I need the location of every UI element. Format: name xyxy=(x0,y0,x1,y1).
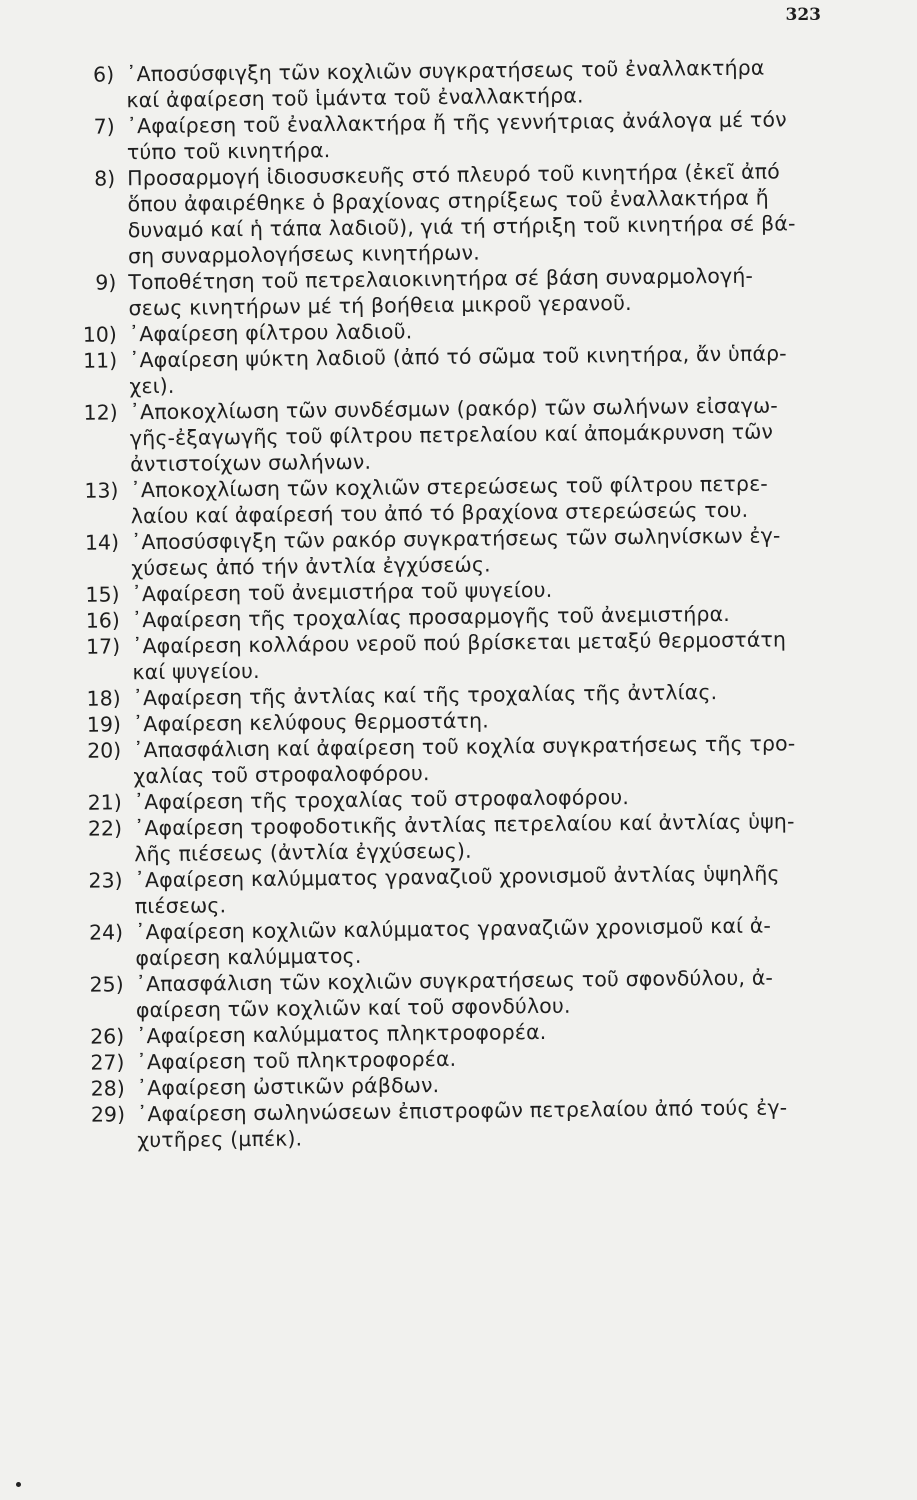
step-number: 21) xyxy=(87,790,122,815)
step-text-line: ᾽Αφαίρεση καλύμματος πληκτροφορέα. xyxy=(136,1019,547,1049)
step-number: 10) xyxy=(82,322,117,347)
step-text-line: ᾽Αφαίρεση τῆς τροχαλίας τοῦ στροφαλοφόρου. xyxy=(133,785,630,815)
procedure-step xyxy=(56,262,857,322)
step-text-line: ᾽Αφαίρεση κοχλιῶν καλύμματος γραναζιῶν χρονισμοῦ καί ἀ- xyxy=(134,913,772,945)
step-number: 23) xyxy=(88,868,123,893)
step-text-line: Προσαρμογή ἰδιοσυσκευῆς στό πλευρό τοῦ κινητήρα (ἐκεῖ ἀπό xyxy=(127,159,781,191)
step-number: 9) xyxy=(95,270,117,295)
step-number: 15) xyxy=(85,582,120,607)
step-text-line: καί ψυγείου. xyxy=(132,658,260,685)
page-number: 323 xyxy=(785,5,821,25)
step-text-line: πιέσεως. xyxy=(134,893,227,919)
step-text-line: ᾽Αφαίρεση σωληνώσεων ἐπιστροφῶν πετρελαίου ἀπό τούς ἐγ- xyxy=(136,1095,788,1127)
procedure-step xyxy=(60,626,861,686)
step-text-line: ση συναρμολογήσεως κινητήρων. xyxy=(127,240,480,269)
step-text-line: ᾽Απασφάλιση τῶν κοχλιῶν συγκρατήσεως τοῦ σφονδύλου, ἀ- xyxy=(135,965,774,997)
procedure-step xyxy=(58,392,859,478)
step-text xyxy=(134,860,863,920)
step-number: 18) xyxy=(86,686,121,711)
step-text-line: ᾽Αφαίρεση κελύφους θερμοστάτη. xyxy=(132,708,489,737)
step-text-line: ᾽Απασφάλιση καί ἀφαίρεση τοῦ κοχλία συγκρατήσεως τῆς τρο- xyxy=(133,731,796,763)
step-number: 27) xyxy=(90,1050,125,1075)
step-text-line: ᾽Αφαίρεση καλύμματος γραναζιοῦ χρονισμοῦ ἀντλίας ὑψηλῆς xyxy=(134,861,780,893)
step-text-line: ᾽Αφαίρεση ψύκτη λαδιοῦ (ἀπό τό σῶμα τοῦ κινητήρα, ἄν ὑπάρ- xyxy=(129,341,787,373)
step-text-line: λαίου καί ἀφαίρεσή του ἀπό τό βραχίονα στερεώσεώς του. xyxy=(130,497,749,529)
step-text-line: ᾽Αποσύσφιγξη τῶν κοχλιῶν συγκρατήσεως τοῦ ἐναλλακτήρα xyxy=(126,55,765,87)
step-number: 13) xyxy=(84,478,119,503)
step-number: 6) xyxy=(92,62,115,87)
step-text xyxy=(130,392,859,478)
step-text-line: ἀντιστοίχων σωλήνων. xyxy=(130,449,372,477)
procedure-step xyxy=(62,808,863,868)
step-text-line: φαίρεση τῶν κοχλιῶν καί τοῦ σφονδύλου. xyxy=(135,993,571,1023)
step-text-line: ᾽Αποκοχλίωση τῶν συνδέσμων (ρακόρ) τῶν σωλήνων εἰσαγω- xyxy=(129,393,779,425)
procedure-step-list xyxy=(54,54,865,1154)
step-number: 29) xyxy=(90,1102,126,1127)
step-text xyxy=(129,340,858,400)
step-number: 20) xyxy=(86,738,122,763)
step-text xyxy=(131,522,860,582)
step-text-line: λῆς πιέσεως (ἀντλία ἐγχύσεως). xyxy=(134,838,472,867)
step-text xyxy=(133,730,862,790)
step-text-line: ᾽Αποσύσφιγξη τῶν ρακόρ συγκρατήσεως τῶν σωληνίσκων ἐγ- xyxy=(130,523,781,555)
step-number: 11) xyxy=(82,348,118,373)
procedure-step xyxy=(57,340,858,400)
procedure-step xyxy=(61,730,862,790)
step-text-line: ᾽Αφαίρεση ὠστικῶν ράβδων. xyxy=(136,1073,440,1101)
step-text-line: τύπο τοῦ κινητήρα. xyxy=(126,138,331,165)
stray-mark xyxy=(16,1482,21,1487)
step-number: 26) xyxy=(89,1024,125,1049)
step-number: 28) xyxy=(90,1076,125,1101)
procedure-step xyxy=(62,860,863,920)
step-number: 22) xyxy=(87,816,123,841)
step-text-line: Τοποθέτηση τοῦ πετρελαιοκινητήρα σέ βάση συναρμολογή- xyxy=(128,263,754,295)
procedure-step xyxy=(55,106,856,166)
step-text-line: ᾽Αφαίρεση τροφοδοτικῆς ἀντλίας πετρελαίου καί ἀντλίας ὑψη- xyxy=(133,809,795,841)
step-text-line: χαλίας τοῦ στροφαλοφόρου. xyxy=(133,761,430,789)
step-number: 7) xyxy=(93,114,115,139)
step-text-line: ᾽Αφαίρεση φίλτρου λαδιοῦ. xyxy=(128,319,413,347)
step-text-line: ᾽Αφαίρεση τοῦ ἀνεμιστήρα τοῦ ψυγείου. xyxy=(131,577,553,607)
procedure-step xyxy=(55,158,856,270)
step-text-line: δυναμό καί ἡ τάπα λαδιοῦ), γιά τή στήριξη τοῦ κινητήρα σέ βά- xyxy=(127,211,796,243)
procedure-step xyxy=(64,964,865,1024)
step-text xyxy=(135,912,864,972)
step-text-line: ᾽Αφαίρεση τῆς τροχαλίας προσαρμογῆς τοῦ ἀνεμιστήρα. xyxy=(131,601,731,633)
procedure-step xyxy=(65,1094,866,1154)
step-text xyxy=(126,54,855,114)
procedure-step xyxy=(63,912,864,972)
step-text xyxy=(128,262,857,322)
step-text-line: χύσεως ἀπό τήν ἀντλία ἐγχύσεώς. xyxy=(131,552,491,581)
step-text xyxy=(132,626,861,686)
step-number: 14) xyxy=(84,530,120,555)
step-number: 12) xyxy=(83,400,118,425)
step-text-line: σεως κινητήρων μέ τή βοήθεια μικροῦ γερανοῦ. xyxy=(128,290,632,321)
step-text-line: χει). xyxy=(129,373,175,399)
step-number: 8) xyxy=(94,166,116,191)
step-text-line: γῆς-ἐξαγωγῆς τοῦ φίλτρου πετρελαίου καί ἀπομάκρυνση τῶν xyxy=(129,419,774,451)
step-text-line: ὅπου ἀφαιρέθηκε ὁ βραχίονας στηρίξεως τοῦ ἐναλλακτήρα ἤ xyxy=(127,185,769,217)
step-text-line: ᾽Αφαίρεση τῆς ἀντλίας καί τῆς τροχαλίας τῆς ἀντλίας. xyxy=(132,680,718,711)
step-text-line: καί ἀφαίρεση τοῦ ἱμάντα τοῦ ἐναλλακτήρα. xyxy=(126,83,584,113)
step-number: 16) xyxy=(85,608,120,633)
step-text xyxy=(127,106,856,166)
step-number: 24) xyxy=(88,920,124,945)
step-text-line: ᾽Αφαίρεση τοῦ ἐναλλακτήρα ἤ τῆς γεννήτριας ἀνάλογα μέ τόν xyxy=(126,107,787,139)
step-text-line: ᾽Αποκοχλίωση τῶν κοχλιῶν στερεώσεως τοῦ φίλτρου πετρε- xyxy=(130,471,769,503)
step-text-line: φαίρεση καλύμματος. xyxy=(135,943,362,971)
step-text xyxy=(127,158,856,270)
procedure-step xyxy=(58,470,859,530)
procedure-step xyxy=(54,54,855,114)
step-text-line: ᾽Αφαίρεση τοῦ πληκτροφορέα. xyxy=(136,1046,457,1075)
step-text-line: ᾽Αφαίρεση κολλάρου νεροῦ πού βρίσκεται μεταξύ θερμοστάτη xyxy=(131,627,787,659)
step-text xyxy=(137,1094,866,1154)
step-number: 17) xyxy=(85,634,121,659)
step-text-line: χυτῆρες (μπέκ). xyxy=(137,1126,303,1153)
step-text xyxy=(136,964,865,1024)
procedure-step xyxy=(59,522,860,582)
step-number: 19) xyxy=(86,712,122,737)
step-text xyxy=(130,470,859,530)
step-text xyxy=(134,808,863,868)
step-number: 25) xyxy=(89,972,124,997)
